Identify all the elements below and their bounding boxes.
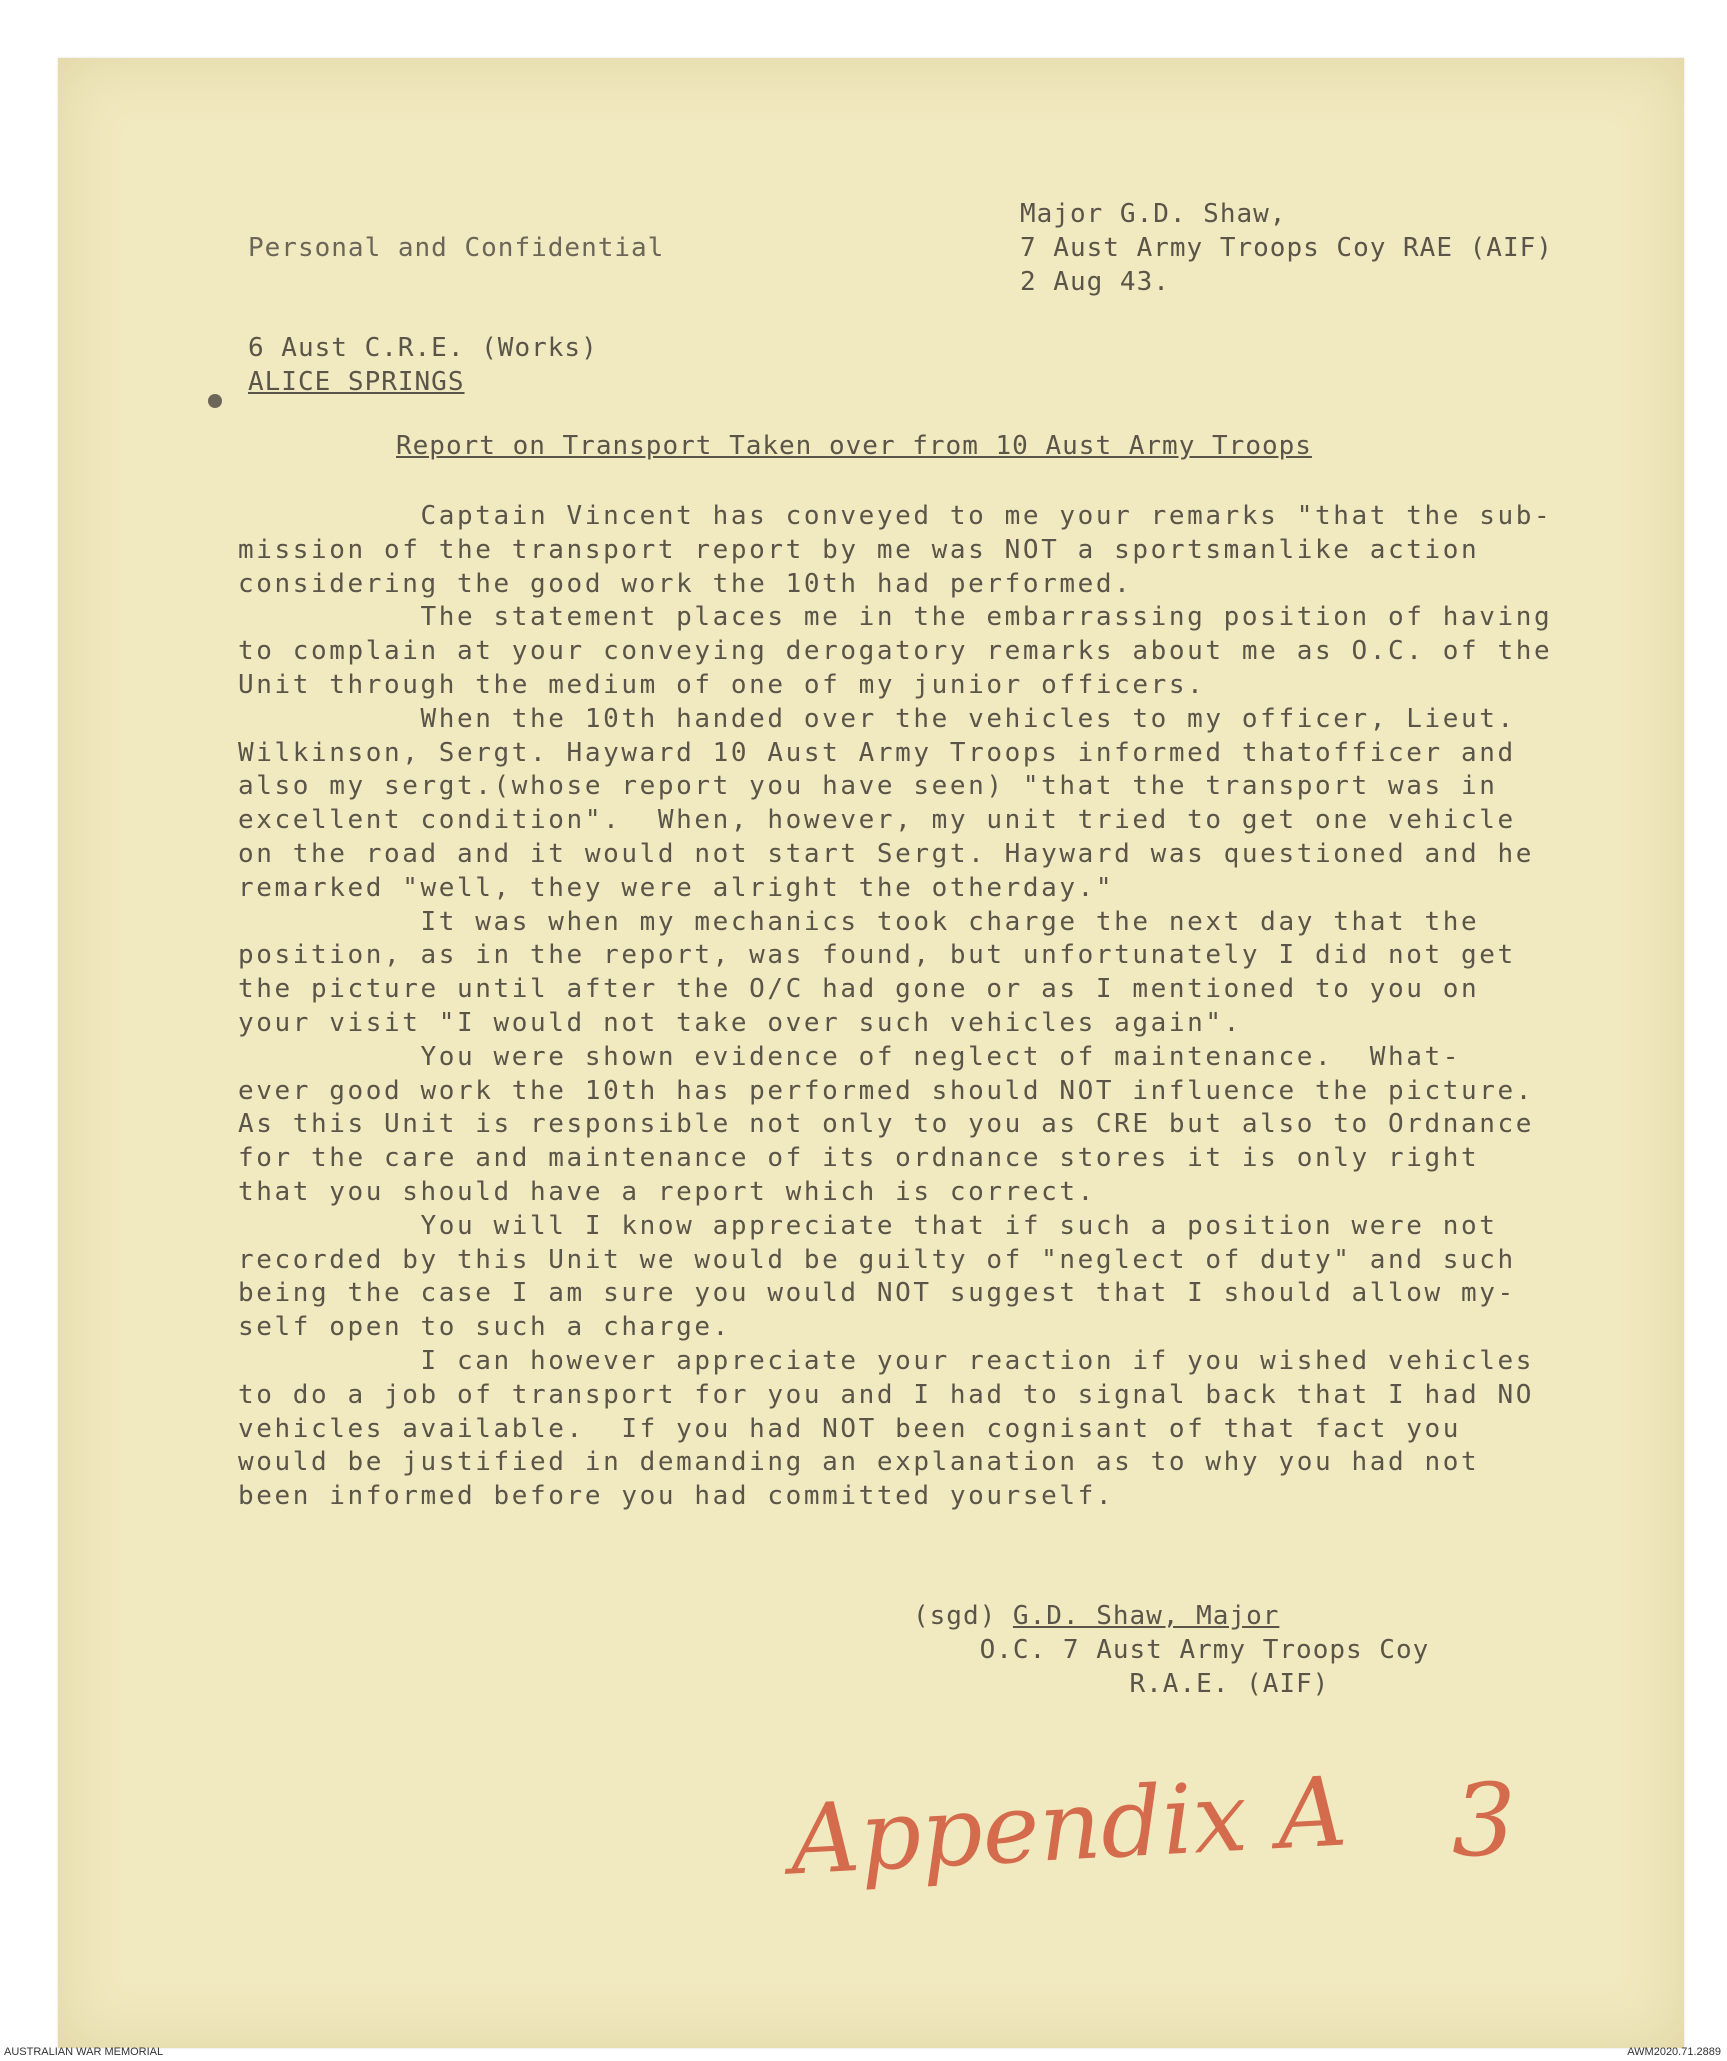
signature-title: O.C. 7 Aust Army Troops Coy [979,1634,1430,1665]
punch-hole [208,394,222,408]
recipient-block [248,332,598,400]
letter-page [58,58,1684,2048]
signature-corps: R.A.E. (AIF) [1129,1668,1330,1699]
letter-body: Captain Vincent has conveyed to me your remarks "that the sub- mission of the transport report by me was NOT a sportsmanlike action considering the good work the 10th had performed. The statement places me in the embarrassing position of having to complain at your conveying derogatory remarks about me as O.C. of the Unit through the medium of one of my junior officers. When the 10th handed over the vehicles to my officer, Lieut. Wilkinson, Sergt. Hayward 10 Aust Army Troops informed thatofficer and also my sergt.(whose report you have seen) "that the transport was in excellent condition". When, however, my unit tried to get one vehicle on the road and it would not start Sergt. Hayward was questioned and he remarked "well, they were alright the otherday." It was when my mechanics took charge the next day that the position, as in the report, was found, but unfortunately I did not get the picture until after the O/C had gone or as I mentioned to you on your visit "I would not take over such vehicles again". You were shown evidence of neglect of maintenance. What- ever good work the 10th has performed should NOT influence the picture. As this Unit is responsible not only to you as CRE but also to Ordnance for the care and maintenance of its ordnance stores it is only right that you should have a report which is correct. You will I know appreciate that if such a position were not recorded by this Unit we would be guilty of "neglect of duty" and such being the case I am sure you would NOT suggest that I should allow my- self open to such a charge. I can however appreciate your reaction if you wished vehicles to do a job of transport for you and I had to signal back that I had NO vehicles available. If you had NOT been cognisant of that fact you would be justified in demanding an explanation as to why you had not been informed before you had committed yourself. [238,501,1553,1512]
sender-block [1020,198,1553,299]
letter-heading: Report on Transport Taken over from 10 Aust Army Troops [396,431,1312,461]
confidential-label: Personal and Confidential [248,233,665,263]
sender-name: Major G.D. Shaw, [1020,199,1287,229]
archive-credit: AUSTRALIAN WAR MEMORIAL [4,2046,164,2058]
recipient-name: 6 Aust C.R.E. (Works) [248,333,598,363]
archive-reference: AWM2020.71.2889 [1627,2046,1721,2058]
page-number-annotation: 3 [1452,1762,1516,1879]
signature-prefix: (sgd) [913,1601,1013,1631]
signature-name: G.D. Shaw, Major [1012,1601,1280,1631]
recipient-location: ALICE SPRINGS [248,366,465,397]
signature-block [913,1600,1429,1701]
letter-date: 2 Aug 43. [1020,266,1170,297]
appendix-annotation: Appendix A [787,1755,1350,1897]
sender-unit: 7 Aust Army Troops Coy RAE (AIF) [1020,232,1553,263]
